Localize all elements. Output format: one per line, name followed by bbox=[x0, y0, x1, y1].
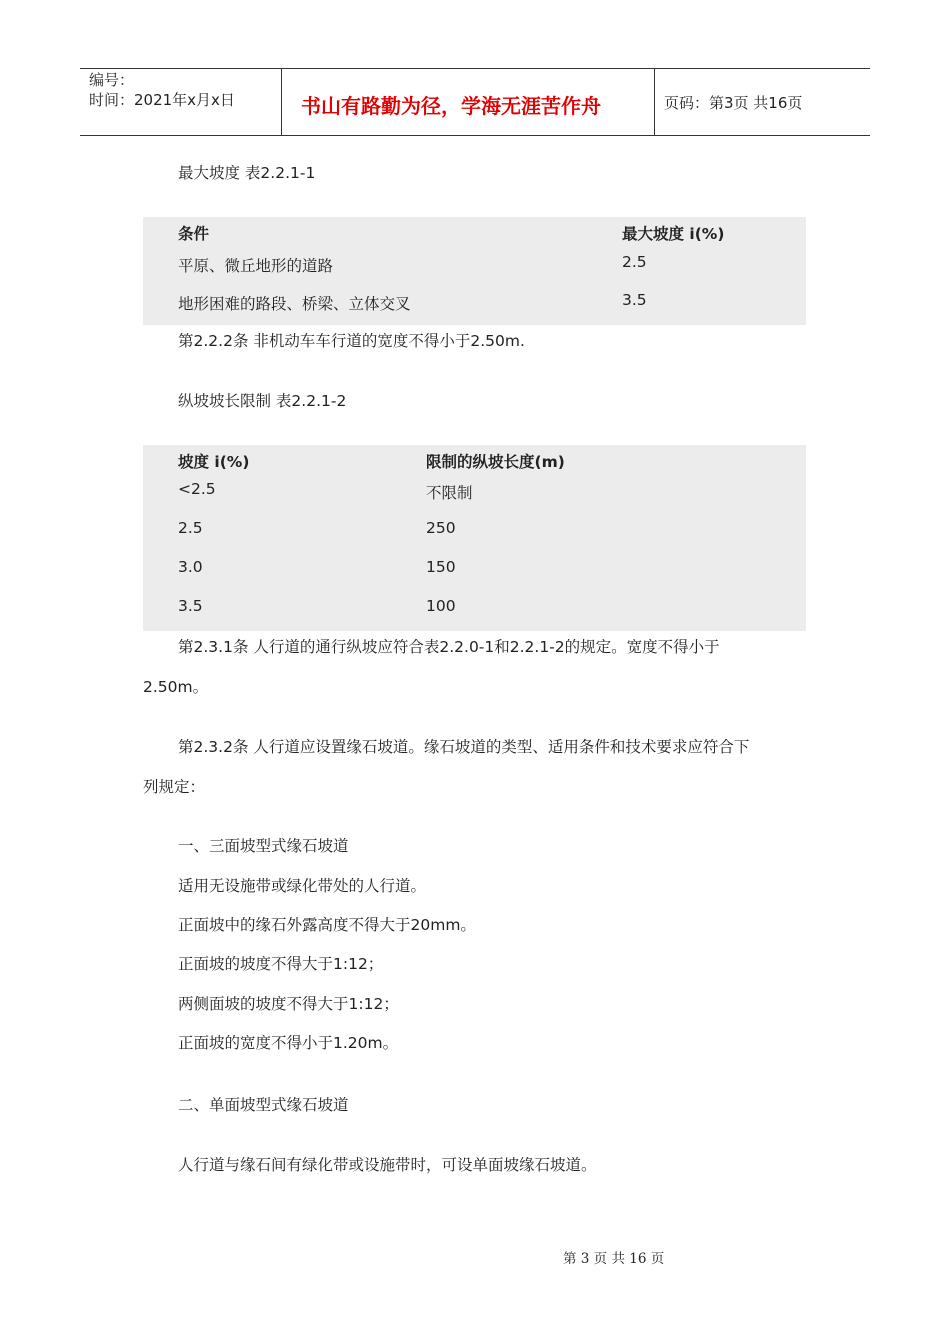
header-top-rule bbox=[80, 68, 870, 69]
table1-cell: 3.5 bbox=[622, 291, 647, 309]
header-bottom-rule bbox=[80, 135, 870, 136]
section1-item: 正面坡中的缘石外露高度不得大于20mm。 bbox=[178, 916, 476, 934]
header-motto: 书山有路勤为径，学海无涯苦作舟 bbox=[301, 94, 601, 118]
table-slope-length-limit bbox=[143, 445, 806, 631]
table2-cell: 150 bbox=[426, 558, 456, 576]
table2-cell: 250 bbox=[426, 519, 456, 537]
section1-item: 适用无设施带或绿化带处的人行道。 bbox=[178, 877, 427, 895]
section1-item: 正面坡的坡度不得大于1:12； bbox=[178, 955, 384, 973]
table2-header-gradient: 坡度 i(%) bbox=[178, 453, 250, 471]
clause-2-3-2-line1: 第2.3.2条 人行道应设置缘石坡道。缘石坡道的类型、适用条件和技术要求应符合下 bbox=[178, 738, 750, 756]
table2-cell: 3.5 bbox=[178, 597, 203, 615]
section2-title: 二、单面坡型式缘石坡道 bbox=[178, 1096, 349, 1114]
time-label: 时间：2021年x月x日 bbox=[89, 91, 235, 109]
section1-title: 一、三面坡型式缘石坡道 bbox=[178, 837, 349, 855]
table2-cell: 100 bbox=[426, 597, 456, 615]
table2-caption: 纵坡坡长限制 表2.2.1-2 bbox=[178, 392, 347, 410]
table1-caption: 最大坡度 表2.2.1-1 bbox=[178, 164, 316, 182]
footer-page-number: 第 3 页 共 16 页 bbox=[563, 1251, 665, 1267]
table2-cell: 3.0 bbox=[178, 558, 203, 576]
section1-item: 两侧面坡的坡度不得大于1:12； bbox=[178, 995, 399, 1013]
table2-cell: 不限制 bbox=[426, 484, 473, 502]
table-max-gradient bbox=[143, 217, 806, 325]
table1-cell: 2.5 bbox=[622, 253, 647, 271]
table2-header-length-limit: 限制的纵坡长度(m) bbox=[426, 453, 565, 471]
section1-item: 正面坡的宽度不得小于1.20m。 bbox=[178, 1034, 399, 1052]
table1-cell: 地形困难的路段、桥梁、立体交叉 bbox=[178, 295, 411, 313]
table1-header-max-gradient: 最大坡度 i(%) bbox=[622, 225, 725, 243]
table1-header-condition: 条件 bbox=[178, 225, 210, 243]
header-divider-left bbox=[281, 68, 282, 136]
clause-2-3-1-line2: 2.50m。 bbox=[143, 678, 209, 696]
header-divider-right bbox=[654, 68, 655, 136]
clause-2-3-2-line2: 列规定： bbox=[143, 778, 206, 796]
doc-number-label: 编号： bbox=[89, 71, 135, 89]
table2-cell: <2.5 bbox=[178, 480, 216, 498]
page-label: 页码：第3页 共16页 bbox=[664, 94, 803, 112]
clause-2-3-1-line1: 第2.3.1条 人行道的通行纵坡应符合表2.2.0-1和2.2.1-2的规定。宽度不得小于 bbox=[178, 638, 720, 656]
table1-cell: 平原、微丘地形的道路 bbox=[178, 257, 334, 275]
section2-item: 人行道与缘石间有绿化带或设施带时，可设单面坡缘石坡道。 bbox=[178, 1156, 597, 1174]
clause-2-2-2: 第2.2.2条 非机动车车行道的宽度不得小于2.50m. bbox=[178, 332, 525, 350]
table2-cell: 2.5 bbox=[178, 519, 203, 537]
